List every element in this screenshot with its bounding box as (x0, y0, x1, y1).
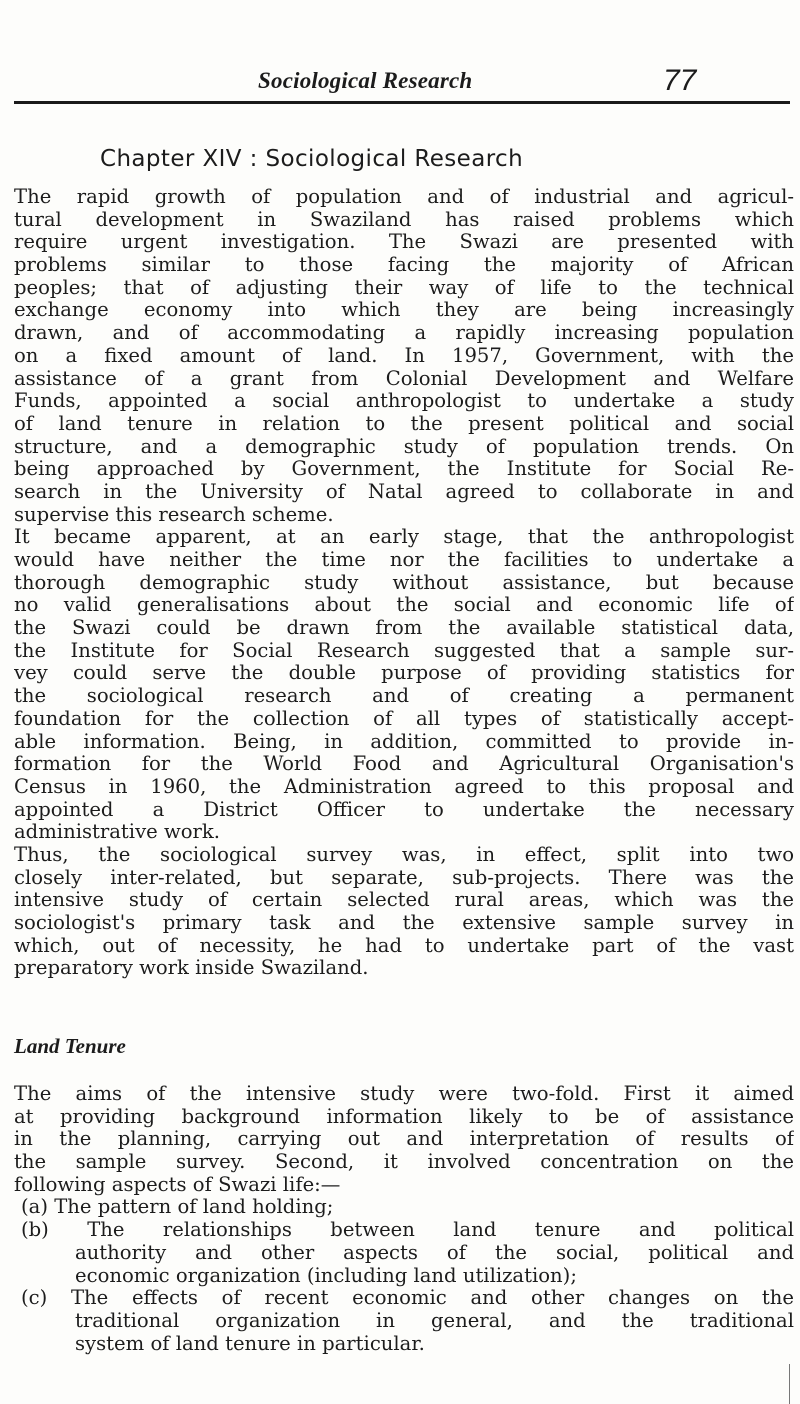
text-line: The rapid growth of population and of industrial and agricul- (14, 186, 794, 208)
text-line: of land tenure in relation to the present political and social (14, 412, 794, 435)
text-line: preparatory work inside Swaziland. (14, 957, 369, 980)
text-line: search in the University of Natal agreed to collaborate in and (14, 480, 794, 503)
text-line: the sociological research and of creating a permanent (14, 685, 794, 708)
text-line: the Swazi could be drawn from the available statistical data, (14, 617, 794, 640)
text-line: Census in 1960, the Administration agreed to this proposal and (14, 775, 794, 798)
scan-margin-mark (789, 1364, 790, 1404)
text-line: vey could serve the double purpose of providing statistics for (14, 662, 794, 685)
list-item-continuation: authority and other aspects of the social, political and (75, 1241, 794, 1264)
text-line: following aspects of Swazi life:— (14, 1173, 341, 1196)
text-line: administrative work. (14, 821, 221, 844)
text-line: in the planning, carrying out and interpretation of results of (14, 1128, 794, 1151)
section-text (14, 1083, 794, 1355)
text-line: formation for the World Food and Agricultural Organisation's (14, 753, 794, 776)
text-line: would have neither the time nor the facilities to undertake a (14, 549, 794, 571)
text-line: assistance of a grant from Colonial Development and Welfare (14, 367, 794, 390)
section-heading: Land Tenure (14, 1034, 126, 1058)
list-item-continuation: economic organization (including land utilization); (75, 1264, 577, 1287)
list-item-continuation: traditional organization in general, and the traditional (75, 1309, 794, 1332)
text-line: sociologist's primary task and the extensive sample survey in (14, 912, 794, 934)
text-line: supervise this research scheme. (14, 503, 334, 526)
text-line: The aims of the intensive study were two-fold. First it aimed (14, 1083, 794, 1105)
text-line: at providing background information likely to be of assistance (14, 1105, 794, 1128)
list-item-continuation: system of land tenure in particular. (75, 1332, 425, 1355)
running-head-title: Sociological Research (258, 68, 473, 93)
text-line: able information. Being, in addition, committed to provide in- (14, 730, 794, 753)
text-line: drawn, and of accommodating a rapidly increasing population (14, 322, 794, 345)
text-line: foundation for the collection of all types of statistically accept- (14, 707, 794, 730)
text-line: tural development in Swaziland has raised problems which (14, 208, 794, 231)
body-text (14, 186, 794, 980)
text-line: peoples; that of adjusting their way of life to the technical (14, 276, 794, 299)
text-line: the Institute for Social Research suggested that a sample sur- (14, 639, 794, 662)
text-line: Thus, the sociological survey was, in effect, split into two (14, 843, 794, 866)
text-line: on a fixed amount of land. In 1957, Government, with the (14, 344, 794, 367)
text-line: closely inter-related, but separate, sub-projects. There was the (14, 866, 794, 889)
header-rule (14, 101, 790, 104)
text-line: appointed a District Officer to undertake the necessary (14, 798, 794, 821)
list-item: (b) The relationships between land tenure and political (21, 1219, 794, 1242)
text-line: Funds, appointed a social anthropologist to undertake a study (14, 390, 794, 413)
text-line: require urgent investigation. The Swazi are presented with (14, 231, 794, 254)
text-line: the sample survey. Second, it involved concentration on the (14, 1151, 794, 1174)
chapter-title: Chapter XIV : Sociological Research (100, 146, 524, 172)
text-line: which, out of necessity, he had to undertake part of the vast (14, 934, 794, 957)
text-line: exchange economy into which they are being increasingly (14, 299, 794, 322)
text-line: It became apparent, at an early stage, that the anthropologist (14, 526, 794, 549)
text-line: thorough demographic study without assistance, but because (14, 571, 794, 594)
text-line: structure, and a demographic study of population trends. On (14, 435, 794, 458)
running-head (0, 0, 800, 110)
text-line: intensive study of certain selected rural areas, which was the (14, 889, 794, 912)
text-line: problems similar to those facing the majority of African (14, 254, 794, 277)
text-line: no valid generalisations about the social and economic life of (14, 594, 794, 617)
list-item: (c) The effects of recent economic and other changes on the (21, 1287, 794, 1310)
page-number: 77 (663, 64, 697, 97)
text-line: being approached by Government, the Institute for Social Re- (14, 458, 794, 481)
list-item: (a) The pattern of land holding; (21, 1196, 334, 1219)
